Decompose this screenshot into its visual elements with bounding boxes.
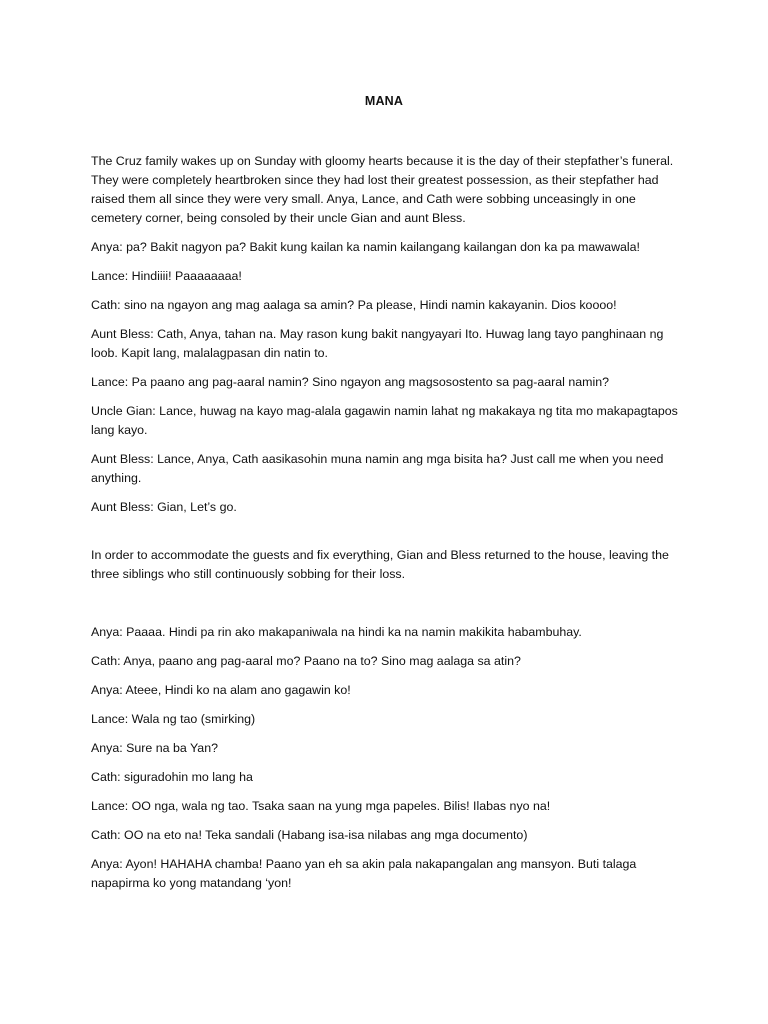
dialogue-line: Cath: siguradohin mo lang ha	[91, 770, 253, 784]
narration-paragraph: In order to accommodate the guests and fix everything, Gian and Bless returned to the house, leaving the three siblings who still continuously sobbing for their loss.	[91, 548, 669, 581]
document-title: MANA	[364, 94, 404, 108]
dialogue-line: Cath: sino na ngayon ang mag aalaga sa amin? Pa please, Hindi namin kakayanin. Dios koooo!	[91, 298, 617, 312]
document-body	[91, 152, 681, 903]
dialogue-line: Cath: Anya, paano ang pag-aaral mo? Paano na to? Sino mag aalaga sa atin?	[91, 654, 521, 668]
dialogue-line: Anya: Paaaa. Hindi pa rin ako makapaniwala na hindi ka na namin makikita habambuhay.	[91, 625, 582, 639]
dialogue-line: Lance: Pa paano ang pag-aaral namin? Sino ngayon ang magsosostento sa pag-aaral namin?	[91, 375, 610, 389]
dialogue-line: Aunt Bless: Cath, Anya, tahan na. May rason kung bakit nangyayari Ito. Huwag lang tayo panghinaan ng loob. Kapit lang, malalagpasan din natin to.	[91, 327, 664, 360]
dialogue-line: Aunt Bless: Lance, Anya, Cath aasikasohin muna namin ang mga bisita ha? Just call me when you need anything.	[91, 452, 664, 485]
dialogue-line: Lance: OO nga, wala ng tao. Tsaka saan na yung mga papeles. Bilis! Ilabas nyo na!	[91, 799, 551, 813]
narration-paragraph: The Cruz family wakes up on Sunday with gloomy hearts because it is the day of their stepfather’s funeral. They were completely heartbroken since they had lost their greatest possession, as their stepfather had raised them all since they were very small. Anya, Lance, and Cath were sobbing unceasingly in one cemetery corner, being consoled by their uncle Gian and aunt Bless.	[91, 154, 674, 225]
dialogue-line: Anya: Sure na ba Yan?	[91, 741, 218, 755]
dialogue-line: Anya: Ateee, Hindi ko na alam ano gagawin ko!	[91, 683, 351, 697]
dialogue-line: Aunt Bless: Gian, Let’s go.	[91, 500, 237, 514]
dialogue-line: Anya: pa? Bakit nagyon pa? Bakit kung kailan ka namin kailangang kailangan don ka pa mawawala!	[91, 240, 640, 254]
dialogue-line: Lance: Hindiiii! Paaaaaaaa!	[91, 269, 242, 283]
dialogue-line: Uncle Gian: Lance, huwag na kayo mag-alala gagawin namin lahat ng makakaya ng tita mo makapagtapos lang kayo.	[91, 404, 678, 437]
dialogue-line: Anya: Ayon! HAHAHA chamba! Paano yan eh sa akin pala nakapangalan ang mansyon. Buti talaga napapirma ko yong matandang ‘yon!	[91, 857, 637, 890]
dialogue-line: Lance: Wala ng tao (smirking)	[91, 712, 256, 726]
dialogue-line: Cath: OO na eto na! Teka sandali (Habang isa-isa nilabas ang mga documento)	[91, 828, 528, 842]
